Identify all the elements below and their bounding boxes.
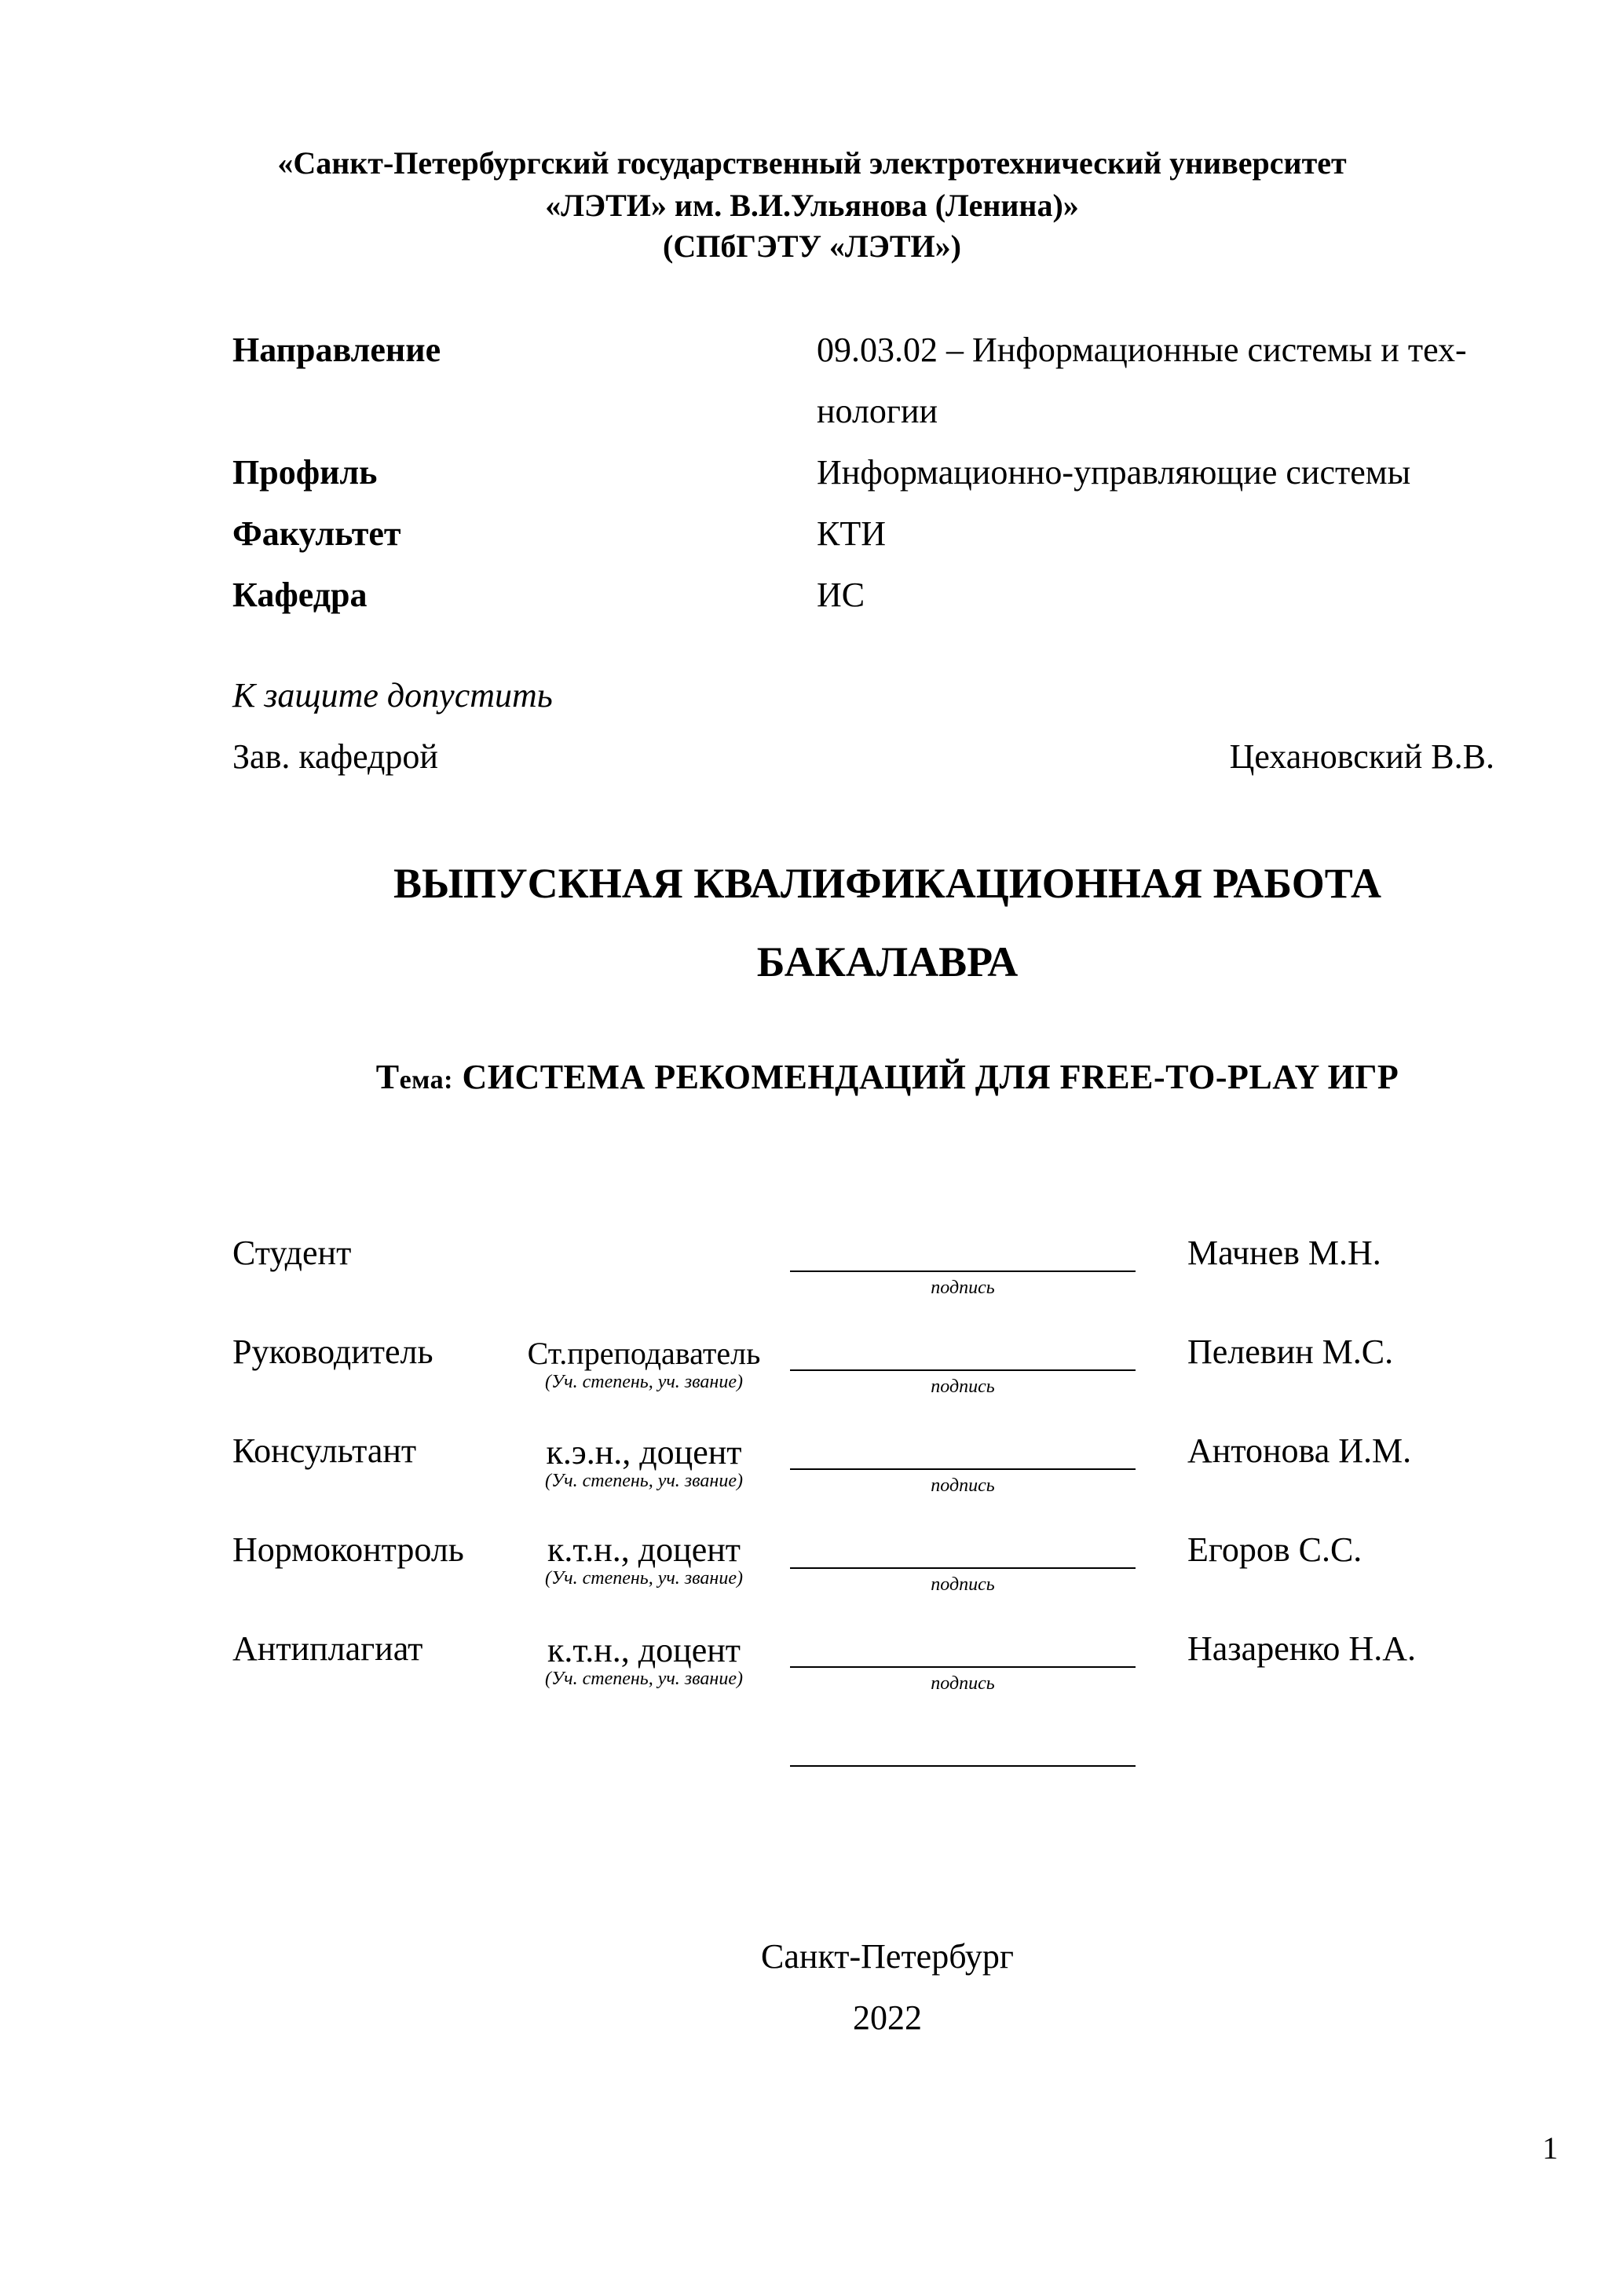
direction-value-line1: 09.03.02 – Информационные системы и тех- xyxy=(817,331,1467,369)
signature-degree-antiplagiarism: к.т.н., доцент xyxy=(547,1631,741,1669)
thesis-topic xyxy=(0,1060,1624,1095)
page-number: 1 xyxy=(1542,2130,1558,2166)
signature-degree-consultant: к.э.н., доцент xyxy=(546,1433,742,1472)
signature-line-supervisor xyxy=(790,1369,1136,1371)
degree-caption-supervisor: (Уч. степень, уч. звание) xyxy=(545,1372,743,1392)
topic-prefix-initial: Т xyxy=(375,1058,400,1096)
university-abbreviation: (СПбГЭТУ «ЛЭТИ») xyxy=(663,229,961,264)
university-name-line2: «ЛЭТИ» им. В.И.Ульянова (Ленина)» xyxy=(545,188,1079,223)
signature-caption-antiplagiarism: подпись xyxy=(931,1673,995,1694)
degree-caption-consultant: (Уч. степень, уч. звание) xyxy=(545,1471,743,1491)
signature-line-normcontrol xyxy=(790,1567,1136,1569)
head-of-department-name: Цехановский В.В. xyxy=(1229,737,1494,776)
head-of-department-label: Зав. кафедрой xyxy=(232,737,438,776)
signature-role-normcontrol: Нормоконтроль xyxy=(232,1530,464,1569)
signature-caption-consultant: подпись xyxy=(931,1475,995,1496)
signature-line-antiplagiarism xyxy=(790,1666,1136,1668)
degree-caption-antiplagiarism: (Уч. степень, уч. звание) xyxy=(545,1669,743,1689)
signature-role-student: Студент xyxy=(232,1234,352,1272)
extra-signature-line xyxy=(790,1765,1136,1767)
signature-role-supervisor: Руководитель xyxy=(232,1333,433,1371)
faculty-label: Факультет xyxy=(232,514,401,553)
signature-degree-supervisor: Ст.преподаватель xyxy=(527,1336,761,1371)
signature-name-antiplagiarism: Назаренко Н.А. xyxy=(1187,1629,1416,1668)
signature-name-consultant: Антонова И.М. xyxy=(1187,1431,1412,1470)
degree-caption-normcontrol: (Уч. степень, уч. звание) xyxy=(545,1568,743,1589)
city: Санкт-Петербург xyxy=(761,1937,1014,1976)
signature-line-student xyxy=(790,1270,1136,1272)
profile-value: Информационно-управляющие системы xyxy=(817,453,1411,492)
signature-name-supervisor: Пелевин М.С. xyxy=(1187,1333,1394,1371)
signature-caption-student: подпись xyxy=(931,1278,995,1298)
profile-label: Профиль xyxy=(232,453,378,492)
signature-degree-normcontrol: к.т.н., доцент xyxy=(547,1530,741,1569)
topic-text: СИСТЕМА РЕКОМЕНДАЦИЙ ДЛЯ FREE-TO-PLAY ИГР xyxy=(462,1058,1399,1096)
faculty-value: КТИ xyxy=(817,514,886,553)
signature-caption-supervisor: подпись xyxy=(931,1377,995,1397)
department-value: ИС xyxy=(817,576,865,614)
signature-caption-normcontrol: подпись xyxy=(931,1574,995,1595)
department-label: Кафедра xyxy=(232,576,368,614)
direction-label: Направление xyxy=(232,331,441,369)
thesis-title-line1: ВЫПУСКНАЯ КВАЛИФИКАЦИОННАЯ РАБОТА xyxy=(393,860,1382,907)
signature-line-consultant xyxy=(790,1468,1136,1470)
signature-role-consultant: Консультант xyxy=(232,1431,417,1470)
signature-role-antiplagiarism: Антиплагиат xyxy=(232,1629,423,1668)
topic-prefix-rest: ема: xyxy=(399,1066,453,1095)
thesis-title-line2: БАКАЛАВРА xyxy=(756,938,1019,985)
direction-value-line2: нологии xyxy=(817,392,938,430)
defense-approval-note: К защите допустить xyxy=(232,676,553,715)
university-name-line1: «Санкт-Петербургский государственный электротехнический университет xyxy=(277,145,1347,181)
signature-name-student: Мачнев М.Н. xyxy=(1187,1234,1381,1272)
signature-name-normcontrol: Егоров С.С. xyxy=(1187,1530,1362,1569)
year: 2022 xyxy=(853,1998,922,2037)
